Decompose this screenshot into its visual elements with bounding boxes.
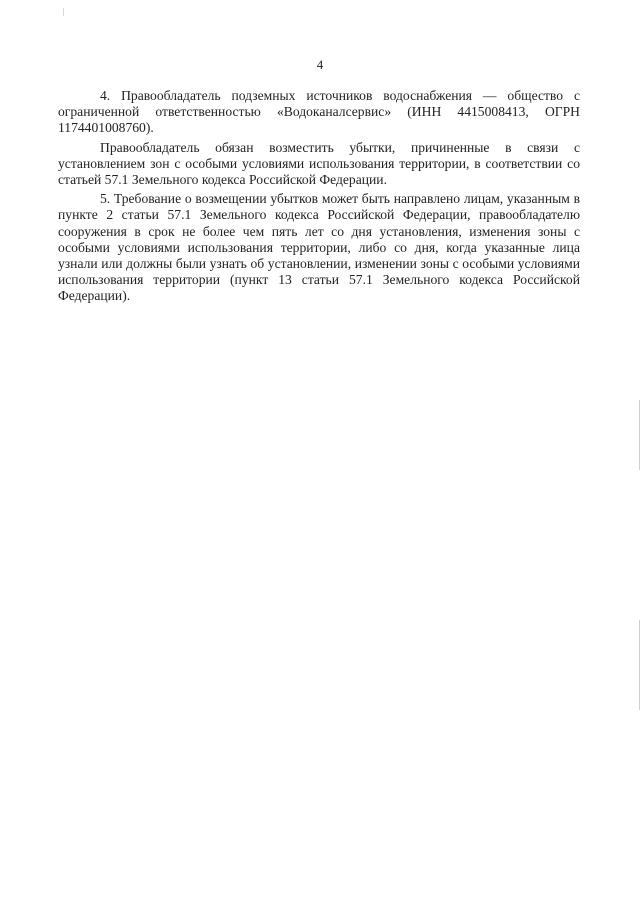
- page-number: 4: [316, 57, 324, 72]
- scan-artifact: [63, 8, 64, 16]
- paragraph-compensation-duty: Правообладатель обязан возместить убытки, причиненные в связи с установлением зон с особыми условиями использования территории, в соответствии со статьей 57.1 Земельного кодекса Российской Федерации.: [58, 139, 580, 188]
- paragraph-compensation-claim: 5. Требование о возмещении убытков может быть направлено лицам, указанным в пункте 2 статьи 57.1 Земельного кодекса Российской Федерации, правообладателю сооружения в срок не более чем пять лет со дня установления, изменения зоны с особыми условиями использования территории, либо со дня, когда указанные лица узнали или должны были узнать об установлении, изменении зоны с особыми условиями использования территории (пункт 13 статьи 57.1 Земельного кодекса Российской Федерации).: [58, 191, 580, 304]
- paragraph-rights-holder: 4. Правообладатель подземных источников водоснабжения — общество с ограниченной ответственностью «Водоканалсервис» (ИНН 4415008413, ОГРН 1174401008760).: [58, 88, 580, 136]
- document-body: [58, 88, 580, 305]
